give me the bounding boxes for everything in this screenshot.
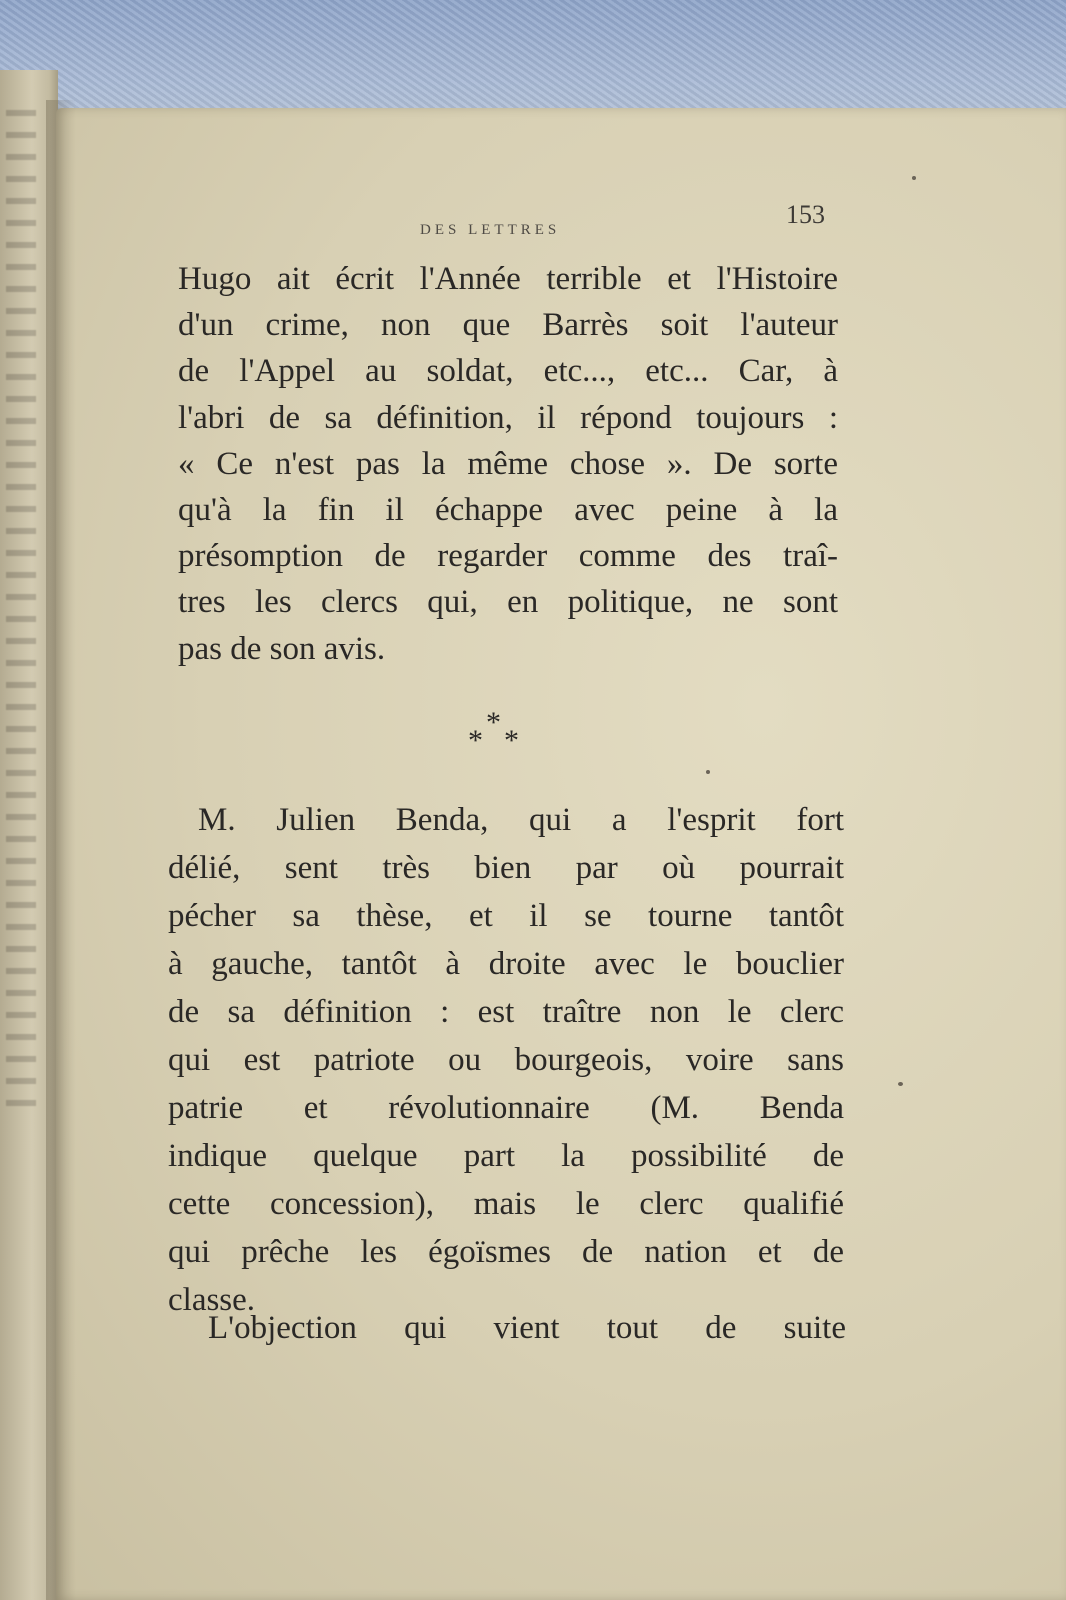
text-line: M. Julien Benda, qui a l'esprit fort <box>198 802 844 838</box>
text-line: d'un crime, non que Barrès soit l'auteur <box>178 307 838 344</box>
text-line: qui est patriote ou bourgeois, voire sans <box>168 1042 844 1078</box>
text-line: « Ce n'est pas la même chose ». De sorte <box>178 445 838 482</box>
text-line: de sa définition : est traître non le clerc <box>168 994 844 1030</box>
paper-speck <box>706 770 710 774</box>
paragraph-2 <box>168 796 844 1324</box>
text-line: qui prêche les égoïsmes de nation et de <box>168 1234 844 1270</box>
text-line: qu'à la fin il échappe avec peine à la <box>178 492 838 529</box>
text-line: indique quelque part la possibilité de <box>168 1138 844 1174</box>
text-line: pas de son avis. <box>178 630 386 667</box>
text-line: à gauche, tantôt à droite avec le bouclier <box>168 946 844 982</box>
text-line: de l'Appel au soldat, etc..., etc... Car, à <box>178 353 838 390</box>
paragraph-1 <box>178 256 838 672</box>
text-line: Hugo ait écrit l'Année terrible et l'Histoire <box>178 261 838 297</box>
page-number: 153 <box>786 200 825 229</box>
paragraph-3 <box>178 1304 846 1352</box>
text-line: cette concession), mais le clerc qualifié <box>168 1186 844 1222</box>
asterism-star: * <box>504 724 519 757</box>
asterism-separator <box>464 706 524 756</box>
asterism-star: * <box>468 724 483 757</box>
asterism-star: * <box>486 706 501 739</box>
text-line: patrie et révolutionnaire (M. Benda <box>168 1090 844 1126</box>
text-line: L'objection qui vient tout de suite <box>208 1310 846 1346</box>
text-line: pécher sa thèse, et il se tourne tantôt <box>168 898 844 934</box>
left-page-text-fragments <box>6 110 36 1110</box>
text-line: présomption de regarder comme des traî- <box>178 538 838 575</box>
text-line: l'abri de sa définition, il répond toujours : <box>178 399 838 436</box>
paper-speck <box>898 1082 903 1086</box>
text-line: délié, sent très bien par où pourrait <box>168 850 844 886</box>
book-gutter-shadow <box>46 100 76 1600</box>
text-line: classe. <box>168 1282 256 1318</box>
paper-speck <box>912 176 916 180</box>
running-title: DES LETTRES <box>420 222 561 238</box>
text-line: tres les clercs qui, en politique, ne sont <box>178 584 838 621</box>
